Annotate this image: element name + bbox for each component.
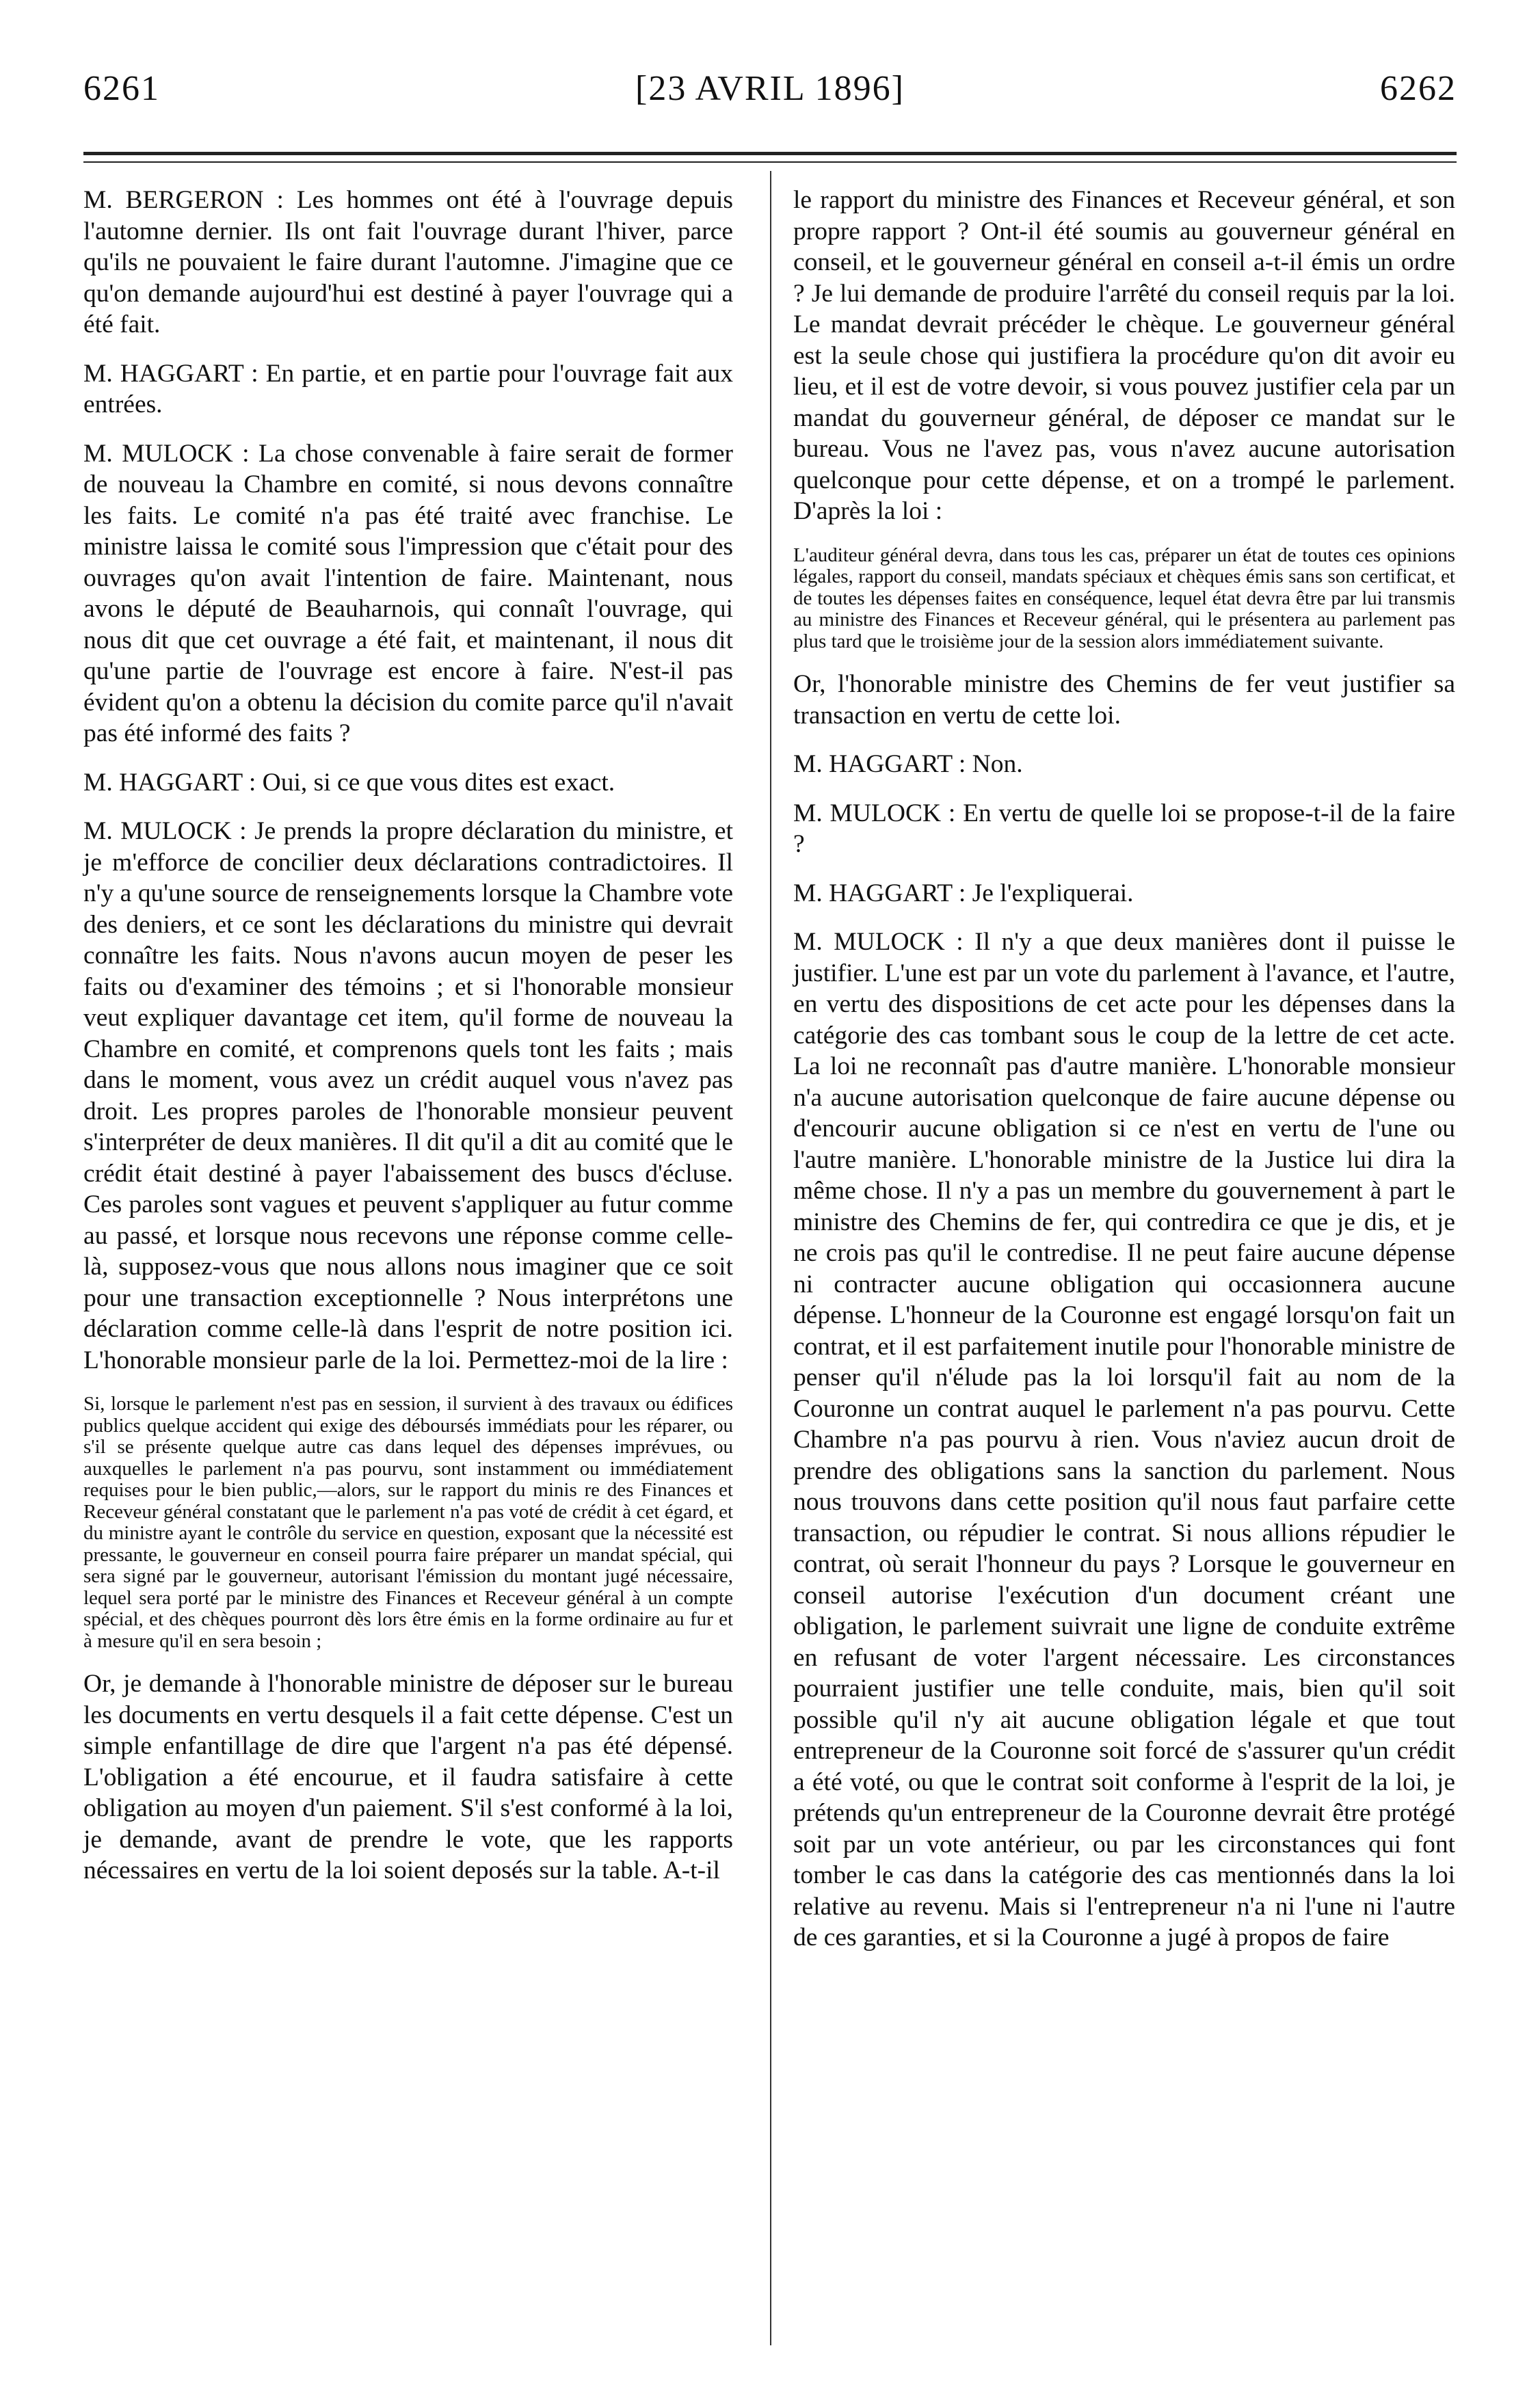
paragraph: M. MULOCK : La chose convenable à faire serait de former de nouveau la Chambre en comité, si nous devons connaître les faits. Le comité n'a pas été traité avec franchise. Le ministre laissa le comité sous l'impression que c'était pour des ouvrages qu'on avait l'intention de faire. Maintenant, nous avons le député de Beauharnois, qui connaît l'ouvrage, qui nous dit que cet ouvrage a été fait, et maintenant, il nous dit qu'une partie de l'ouvrage est encore à faire. N'est-il pas évident qu'on a obtenu la décision du comite parce qu'il n'avait pas été informé des faits ? bbox=[83, 439, 733, 747]
paragraph: M. BERGERON : Les hommes ont été à l'ouvrage depuis l'automne dernier. Ils ont fait l'ouvrage durant l'hiver, parce qu'ils ne pouvaient le faire durant l'automne. J'imagine que ce qu'on demande aujourd'hui est destiné à payer l'ouvrage qui a été fait. bbox=[83, 186, 733, 338]
paragraph: M. HAGGART : Oui, si ce que vous dites est exact. bbox=[83, 768, 615, 797]
column-divider bbox=[770, 171, 771, 2345]
paragraph: M. MULOCK : En vertu de quelle loi se propose-t-il de la faire ? bbox=[793, 799, 1455, 858]
header-rule-thick bbox=[83, 152, 1457, 155]
paragraph: M. MULOCK : Il n'y a que deux manières dont il puisse le justifier. L'une est par un vote du parlement à l'avance, et l'autre, en vertu des dispositions de cet acte pour les dépenses dans la catégorie des cas tombant sous le coup de la lettre de cet acte. La loi ne reconnaît pas d'autre manière. L'honorable monsieur n'a aucune autorisation quelconque de faire aucune dépense ou d'encourir aucune obligation si ce n'est en vertu de l'une ou l'autre manière. L'honorable ministre de la Justice lui dira la même chose. Il n'y a pas un membre du gouvernement à part le ministre des Chemins de fer, qui contredira ce que je dis, et je ne crois pas qu'il le contredise. Il ne peut faire aucune dépense ni contracter aucune obligation qui occasionnera aucune dépense. L'honneur de la Couronne est engagé lorsqu'on fait un contrat, et il est parfaitement inutile pour l'honorable ministre de penser qu'il n'élude pas la loi lorsqu'il fait au nom de la Couronne un contrat auquel le parlement n'a pas pourvu. Cette Chambre n'a pas pourvu à rien. Vous n'aviez aucun droit de prendre des obligations sans la sanction du parlement. Nous nous trouvons dans cette position qu'il nous faut parfaire cette transaction, ou répudier le contrat. Si nous allions répudier le contrat, où serait l'honneur du pays ? Lorsque le gouverneur en conseil autorise l'exécution d'un document créant une obligation, le parlement suivrait une ligne de conduite extrême en refusant de voter l'argent nécessaire. Les circonstances pourraient justifier une telle conduite, mais, bien qu'il soit possible qu'il n'y ait aucune obligation légale et que tout entrepreneur de la Couronne soit forcé de s'assurer qu'un crédit a été voté, ou que le contrat soit conforme à l'esprit de la loi, je prétends qu'un entrepreneur de la Couronne devrait être protégé soit par un vote antérieur, ou par les circonstances qui font tomber le cas dans la catégorie des cas mentionnés dans la loi relative au revenu. Mais si l'entrepreneur n'a ni l'une ni l'autre de ces garanties, et si la Couronne a jugé à propos de faire bbox=[793, 928, 1455, 1951]
right-page-number: 6262 bbox=[1380, 69, 1457, 108]
left-page-number: 6261 bbox=[83, 69, 160, 108]
paragraph: M. HAGGART : En partie, et en partie pour l'ouvrage fait aux entrées. bbox=[83, 359, 733, 418]
paragraph: M. MULOCK : Je prends la propre déclaration du ministre, et je m'efforce de concilier deux déclarations contradictoires. Il n'y a qu'une source de renseignements lorsque la Chambre vote des deniers, et ce sont les déclarations du ministre qui devrait connaître les faits. Nous n'avons aucun moyen de peser les faits ou d'examiner des témoins ; et si l'honorable monsieur veut expliquer davantage cet item, qu'il forme de nouveau la Chambre en comité, et comprenons quels tont les faits ; mais dans le moment, vous avez un crédit auquel vous n'avez pas droit. Les propres paroles de l'honorable monsieur peuvent s'interpréter de deux manières. Il dit qu'il a dit au comité que le crédit était destiné à payer l'abaissement des buscs d'écluse. Ces paroles sont vagues et peuvent s'appliquer au futur comme au passé, et lorsque nous recevons une réponse comme celle-là, supposez-vous que nous allons nous imaginer que ce soit pour une transaction exceptionnelle ? Nous interprétons une déclaration comme celle-là dans l'esprit de notre position ici. L'honorable monsieur parle de la loi. Permettez-moi de la lire : bbox=[83, 817, 733, 1374]
right-column bbox=[793, 185, 1455, 1971]
law-quotation: L'auditeur général devra, dans tous les cas, préparer un état de toutes ces opinions légales, rapport du conseil, mandats spéciaux et chèques émis sans son certificat, et de toutes les dépenses faites en conséquence, lequel état devra être par lui transmis au ministre des Finances et Receveur général, qui le présentera au parlement pas plus tard que le troisième jour de la session alors immédiatement suivante. bbox=[793, 544, 1455, 652]
page-header bbox=[0, 0, 1540, 130]
law-quotation: Si, lorsque le parlement n'est pas en session, il survient à des travaux ou édifices publics quelque accident qui exige des déboursés immédiats pour les réparer, ou s'il se présente quelque autre cas dans lequel des dépenses imprévues, ou auxquelles le parlement n'a pas pourvu, sont instamment ou immédiatement requises pour le bien public,—alors, sur le rapport du minis re des Finances et Receveur général constatant que le parlement n'a pas voté de crédit à cet égard, et du ministre ayant le contrôle du service en question, exposant que la nécessité est pressante, le gouverneur en conseil pourra faire préparer un mandat spécial, qui sera signé par le gouverneur, autorisant l'émission du montant jugé nécessaire, lequel sera porté par le ministre des Finances et Receveur général à un compte spécial, et des chèques pourront dès lors être émis en la forme ordinaire au fur et à mesure qu'il en sera besoin ; bbox=[83, 1393, 733, 1652]
paragraph: M. HAGGART : Je l'expliquerai. bbox=[793, 879, 1134, 907]
header-date: [23 AVRIL 1896] bbox=[635, 69, 905, 108]
paragraph: M. HAGGART : Non. bbox=[793, 750, 1023, 778]
paragraph: Or, l'honorable ministre des Chemins de fer veut justifier sa transaction en vertu de cette loi. bbox=[793, 670, 1455, 730]
header-rule-thin bbox=[83, 161, 1457, 163]
paragraph: Or, je demande à l'honorable ministre de déposer sur le bureau les documents en vertu desquels il a fait cette dépense. C'est un simple enfantillage de dire que l'argent n'a pas été dépensé. L'obligation a été encourue, et il faudra satisfaire à cette obligation au moyen d'un paiement. S'il s'est conformé à la loi, je demande, avant de prendre le vote, que les rapports nécessaires en vertu de la loi soient deposés sur la table. A-t-il bbox=[83, 1670, 733, 1884]
left-column bbox=[83, 185, 733, 1904]
paragraph: le rapport du ministre des Finances et Receveur général, et son propre rapport ? Ont-il été soumis au gouverneur général en conseil, et le gouverneur général en conseil a-t-il émis un ordre ? Je lui demande de produire l'arrêté du conseil requis par la loi. Le mandat devrait précéder le chèque. Le gouverneur général est la seule chose qui justifiera la procédure qu'on dit avoir eu lieu, et il est de votre devoir, si vous pouvez justifier cela par un mandat du gouverneur général, de déposer ce mandat sur le bureau. Vous ne l'avez pas, vous n'avez aucune autorisation quelconque pour cette dépense, et on a trompé le parlement. D'après la loi : bbox=[793, 186, 1455, 525]
